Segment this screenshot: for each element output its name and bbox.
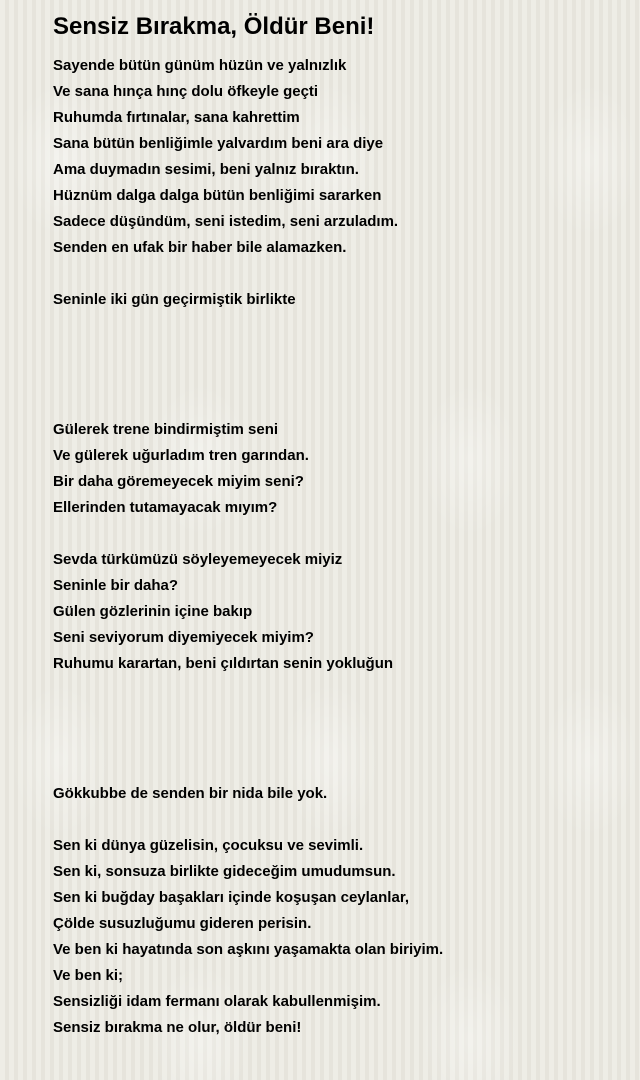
poem-line: Sana bütün benliğimle yalvardım beni ara diye <box>53 135 384 152</box>
poem-blank-line <box>53 807 633 833</box>
poem-line: Çölde susuzluğumu gideren perisin. <box>53 915 312 932</box>
poem-line: Ve ben ki; <box>53 967 124 984</box>
poem-blank-line <box>53 677 633 703</box>
poem-line: Seninle iki gün geçirmiştik birlikte <box>53 291 296 308</box>
poem-blank-line <box>53 703 633 729</box>
poem-line: Ellerinden tutamayacak mıyım? <box>53 499 278 516</box>
poem-line: Ve gülerek uğurladım tren garından. <box>53 447 309 464</box>
poem-line: Bir daha göremeyecek miyim seni? <box>53 473 304 490</box>
poem-line: Ve ben ki hayatında son aşkını yaşamakta olan biriyim. <box>53 941 444 958</box>
poem-blank-line <box>53 521 633 547</box>
poem-line: Sadece düşündüm, seni istedim, seni arzuladım. <box>53 213 399 230</box>
poem-line: Senden en ufak bir haber bile alamazken. <box>53 239 347 256</box>
poem-line: Seninle bir daha? <box>53 577 179 594</box>
poem-blank-line <box>53 313 633 339</box>
poem-title: Sensiz Bırakma, Öldür Beni! <box>53 13 375 40</box>
poem-line: Ruhumu karartan, beni çıldırtan senin yokluğun <box>53 655 394 672</box>
poem-line: Seni seviyorum diyemiyecek miyim? <box>53 629 314 646</box>
poem-line: Sen ki buğday başakları içinde koşuşan ceylanlar, <box>53 889 409 906</box>
poem-line: Hüznüm dalga dalga bütün benliğimi sararken <box>53 187 382 204</box>
poem-blank-line <box>53 261 633 287</box>
poem-body <box>53 53 633 1041</box>
poem-line: Sevda türkümüzü söyleyemeyecek miyiz <box>53 551 343 568</box>
poem-line: Sayende bütün günüm hüzün ve yalnızlık <box>53 57 347 74</box>
poem-blank-line <box>53 365 633 391</box>
poem-line: Gülen gözlerinin içine bakıp <box>53 603 253 620</box>
poem-line: Ve sana hınça hınç dolu öfkeyle geçti <box>53 83 319 100</box>
poem-blank-line <box>53 339 633 365</box>
poem-line: Sen ki, sonsuza birlikte gideceğim umudumsun. <box>53 863 396 880</box>
poem-blank-line <box>53 755 633 781</box>
poem-line: Sensizliği idam fermanı olarak kabullenmişim. <box>53 993 381 1010</box>
poem-line: Sensiz bırakma ne olur, öldür beni! <box>53 1019 302 1036</box>
poem-blank-line <box>53 729 633 755</box>
poem-blank-line <box>53 391 633 417</box>
poem-line: Gökkubbe de senden bir nida bile yok. <box>53 785 328 802</box>
poem-line: Ama duymadın sesimi, beni yalnız bıraktın. <box>53 161 359 178</box>
poem-container <box>53 10 633 1041</box>
poem-line: Sen ki dünya güzelisin, çocuksu ve sevimli. <box>53 837 364 854</box>
poem-line: Ruhumda fırtınalar, sana kahrettim <box>53 109 300 126</box>
poem-line: Gülerek trene bindirmiştim seni <box>53 421 279 438</box>
